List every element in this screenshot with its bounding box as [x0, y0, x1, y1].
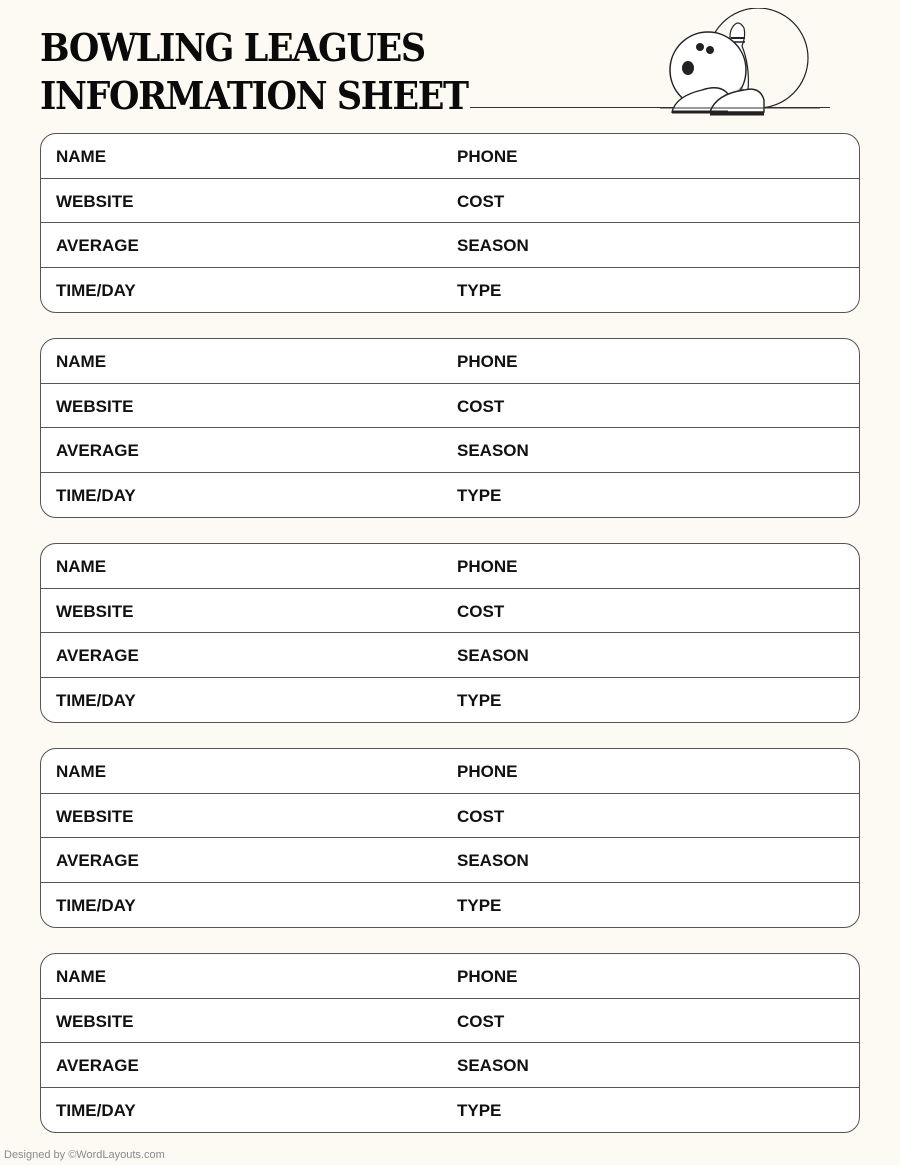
field-row — [41, 134, 859, 179]
title-line-2: INFORMATION SHEET — [40, 73, 468, 118]
league-card — [40, 543, 860, 723]
league-card — [40, 953, 860, 1133]
league-card — [40, 338, 860, 518]
phone-label: PHONE — [457, 147, 518, 166]
field-row — [41, 428, 859, 473]
type-label: TYPE — [457, 895, 502, 915]
page-title — [40, 24, 468, 120]
field-row — [41, 179, 859, 224]
average-label: AVERAGE — [56, 646, 139, 665]
field-row — [41, 544, 859, 589]
field-row — [41, 1043, 859, 1088]
phone-label: PHONE — [457, 352, 518, 371]
field-row — [41, 794, 859, 839]
phone-label: PHONE — [457, 557, 518, 576]
field-row — [41, 883, 859, 928]
season-label: SEASON — [457, 646, 529, 665]
name-label: NAME — [56, 967, 107, 986]
average-label: AVERAGE — [56, 851, 139, 870]
field-row — [41, 223, 859, 268]
field-row — [41, 473, 859, 518]
phone-label: PHONE — [457, 762, 518, 781]
field-row — [41, 838, 859, 883]
cost-label: COST — [457, 806, 505, 826]
cost-label: COST — [457, 1011, 505, 1031]
field-row — [41, 589, 859, 634]
time-day-label: TIME/DAY — [56, 895, 136, 915]
title-line-1: BOWLING LEAGUES — [40, 25, 425, 70]
field-row — [41, 633, 859, 678]
type-label: TYPE — [457, 690, 502, 710]
name-label: NAME — [56, 352, 107, 371]
season-label: SEASON — [457, 441, 529, 460]
cost-label: COST — [457, 191, 505, 211]
field-row — [41, 1088, 859, 1133]
name-label: NAME — [56, 762, 107, 781]
time-day-label: TIME/DAY — [56, 1100, 136, 1120]
time-day-label: TIME/DAY — [56, 690, 136, 710]
field-row — [41, 268, 859, 313]
footer-credit: Designed by ©WordLayouts.com — [4, 1149, 165, 1161]
website-label: WEBSITE — [56, 806, 134, 826]
field-row — [41, 954, 859, 999]
time-day-label: TIME/DAY — [56, 280, 136, 300]
website-label: WEBSITE — [56, 396, 134, 416]
phone-label: PHONE — [457, 967, 518, 986]
season-label: SEASON — [457, 1056, 529, 1075]
league-card — [40, 133, 860, 313]
website-label: WEBSITE — [56, 1011, 134, 1031]
season-label: SEASON — [457, 851, 529, 870]
website-label: WEBSITE — [56, 191, 134, 211]
type-label: TYPE — [457, 485, 502, 505]
type-label: TYPE — [457, 280, 502, 300]
league-card — [40, 748, 860, 928]
time-day-label: TIME/DAY — [56, 485, 136, 505]
type-label: TYPE — [457, 1100, 502, 1120]
field-row — [41, 999, 859, 1044]
average-label: AVERAGE — [56, 1056, 139, 1075]
bowling-illustration-icon — [660, 8, 820, 120]
season-label: SEASON — [457, 236, 529, 255]
cost-label: COST — [457, 601, 505, 621]
field-row — [41, 339, 859, 384]
average-label: AVERAGE — [56, 236, 139, 255]
field-row — [41, 384, 859, 429]
name-label: NAME — [56, 147, 107, 166]
website-label: WEBSITE — [56, 601, 134, 621]
field-row — [41, 678, 859, 723]
field-row — [41, 749, 859, 794]
average-label: AVERAGE — [56, 441, 139, 460]
name-label: NAME — [56, 557, 107, 576]
cost-label: COST — [457, 396, 505, 416]
